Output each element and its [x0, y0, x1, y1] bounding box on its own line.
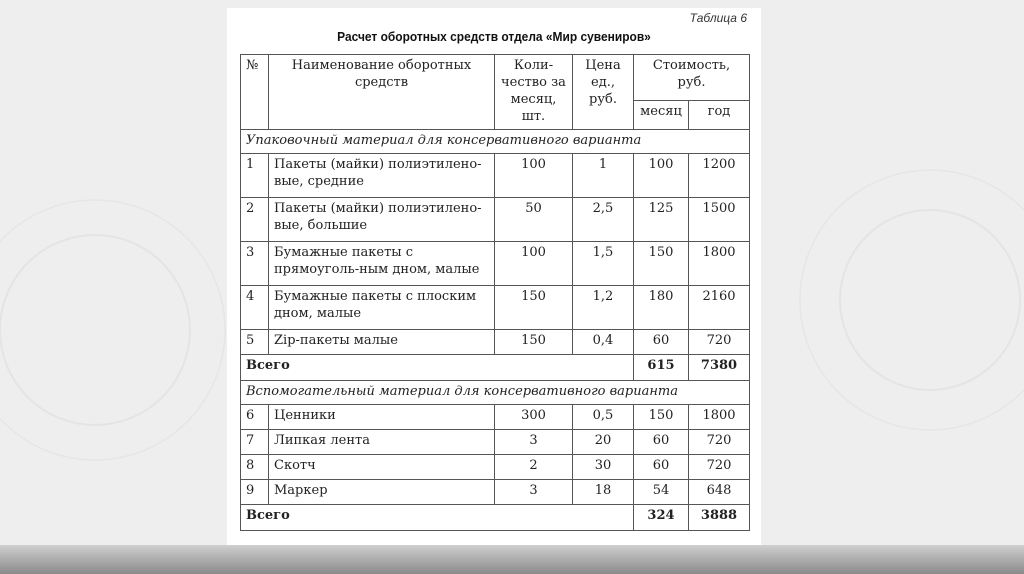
cell-name: Бумажные пакеты с плоским дном, малые	[269, 286, 495, 330]
header-name: Наименование оборотных средств	[269, 55, 495, 130]
cell-name: Маркер	[269, 480, 495, 505]
cell-year: 1800	[689, 242, 750, 286]
cell-month: 60	[634, 330, 689, 355]
cell-qty: 150	[495, 286, 573, 330]
table-row	[241, 286, 750, 330]
cell-name: Скотч	[269, 455, 495, 480]
cell-num: 7	[241, 430, 269, 455]
cell-name: Бумажные пакеты с прямоуголь-ным дном, малые	[269, 242, 495, 286]
cell-qty: 3	[495, 480, 573, 505]
cell-name: Ценники	[269, 405, 495, 430]
cell-year: 720	[689, 430, 750, 455]
cell-month: 60	[634, 430, 689, 455]
cell-num: 5	[241, 330, 269, 355]
cell-year: 720	[689, 455, 750, 480]
cell-qty: 50	[495, 198, 573, 242]
cell-year: 720	[689, 330, 750, 355]
cell-month: 150	[634, 405, 689, 430]
cell-price: 1,2	[573, 286, 634, 330]
section-title: Упаковочный материал для консервативного варианта	[241, 130, 750, 154]
cell-price: 20	[573, 430, 634, 455]
cell-qty: 100	[495, 154, 573, 198]
cell-price: 30	[573, 455, 634, 480]
cell-price: 1,5	[573, 242, 634, 286]
cell-num: 1	[241, 154, 269, 198]
total-year: 3888	[689, 505, 750, 531]
cell-month: 125	[634, 198, 689, 242]
cell-qty: 3	[495, 430, 573, 455]
cell-num: 4	[241, 286, 269, 330]
table-row	[241, 405, 750, 430]
header-price: Цена ед., руб.	[573, 55, 634, 130]
table-row	[241, 242, 750, 286]
table-row	[241, 330, 750, 355]
cell-name: Zip-пакеты малые	[269, 330, 495, 355]
cell-price: 0,4	[573, 330, 634, 355]
cell-year: 1500	[689, 198, 750, 242]
cell-price: 0,5	[573, 405, 634, 430]
cell-num: 2	[241, 198, 269, 242]
section-row	[241, 381, 750, 405]
cell-month: 180	[634, 286, 689, 330]
bottom-bar	[0, 545, 1024, 574]
cell-qty: 150	[495, 330, 573, 355]
header-month: месяц	[634, 101, 689, 130]
header-cost: Стоимость, руб.	[634, 55, 750, 101]
table-title: Расчет оборотных средств отдела «Мир сувениров»	[337, 29, 651, 44]
cell-price: 18	[573, 480, 634, 505]
table-row	[241, 198, 750, 242]
document-page	[227, 8, 761, 554]
cell-price: 1	[573, 154, 634, 198]
cell-qty: 100	[495, 242, 573, 286]
total-year: 7380	[689, 355, 750, 381]
table-row	[241, 455, 750, 480]
header-row	[241, 55, 750, 101]
cell-num: 6	[241, 405, 269, 430]
cell-year: 1800	[689, 405, 750, 430]
total-label: Всего	[241, 355, 634, 381]
cell-month: 100	[634, 154, 689, 198]
cell-year: 648	[689, 480, 750, 505]
section-title: Вспомогательный материал для консервативного варианта	[241, 381, 750, 405]
cell-num: 3	[241, 242, 269, 286]
current-assets-table	[240, 54, 750, 531]
table-row	[241, 430, 750, 455]
total-row	[241, 355, 750, 381]
table-caption: Таблица 6	[689, 11, 747, 25]
cell-year: 1200	[689, 154, 750, 198]
total-month: 615	[634, 355, 689, 381]
total-label: Всего	[241, 505, 634, 531]
table-row	[241, 480, 750, 505]
cell-name: Пакеты (майки) полиэтилено-вые, средние	[269, 154, 495, 198]
total-row	[241, 505, 750, 531]
cell-num: 9	[241, 480, 269, 505]
cell-month: 60	[634, 455, 689, 480]
cell-price: 2,5	[573, 198, 634, 242]
section-row	[241, 130, 750, 154]
header-qty: Коли-чество за месяц, шт.	[495, 55, 573, 130]
cell-name: Пакеты (майки) полиэтилено-вые, большие	[269, 198, 495, 242]
cell-num: 8	[241, 455, 269, 480]
header-num: №	[241, 55, 269, 130]
table-row	[241, 154, 750, 198]
cell-qty: 300	[495, 405, 573, 430]
cell-qty: 2	[495, 455, 573, 480]
header-year: год	[689, 101, 750, 130]
cell-name: Липкая лента	[269, 430, 495, 455]
cell-year: 2160	[689, 286, 750, 330]
cell-month: 54	[634, 480, 689, 505]
cell-month: 150	[634, 242, 689, 286]
total-month: 324	[634, 505, 689, 531]
